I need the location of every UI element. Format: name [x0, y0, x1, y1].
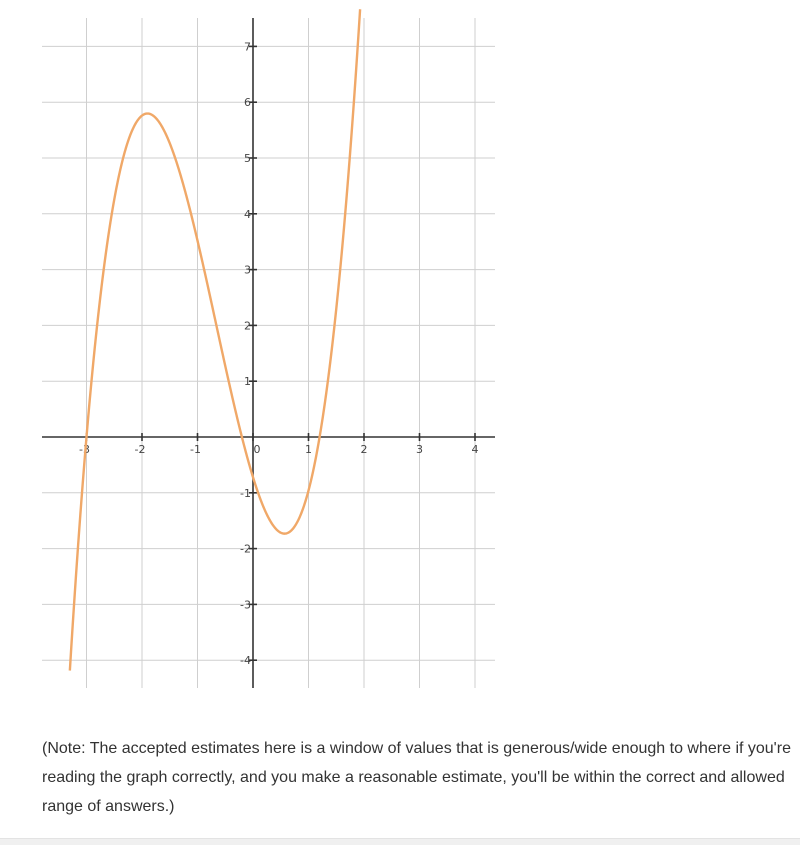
x-tick-label: 3 — [416, 443, 423, 456]
y-tick-label: 2 — [244, 319, 251, 333]
y-tick-label: 1 — [244, 375, 251, 389]
curve-layer — [70, 9, 360, 670]
y-tick-label: 4 — [244, 207, 251, 221]
bottom-divider — [0, 838, 800, 845]
y-tick-label: -1 — [240, 486, 251, 500]
x-tick-label: -3 — [79, 443, 90, 456]
x-tick-label: 2 — [360, 443, 368, 456]
x-tick-label: 4 — [471, 443, 479, 456]
x-tick-label: 1 — [305, 443, 312, 456]
y-tick-label: -4 — [240, 654, 251, 668]
tick-labels — [79, 40, 478, 667]
y-tick-label: 6 — [244, 96, 251, 110]
y-tick-label: 5 — [244, 152, 251, 165]
x-tick-label: -1 — [190, 443, 201, 456]
y-tick-label: -2 — [240, 542, 251, 556]
curve-line — [70, 9, 360, 670]
y-tick-label: 7 — [244, 40, 251, 54]
note-text: (Note: The accepted estimates here is a window of values that is generous/wide enough to where if you're reading the graph correctly, and you make a reasonable estimate, you'll be within the correct and allowed range of answers.) — [42, 740, 791, 815]
axes — [42, 18, 495, 688]
x-tick-label: -2 — [134, 443, 146, 456]
grid-lines — [42, 18, 495, 688]
y-tick-label: -3 — [240, 598, 251, 612]
x-tick-label: 0 — [253, 443, 261, 456]
y-tick-label: 3 — [244, 263, 251, 277]
